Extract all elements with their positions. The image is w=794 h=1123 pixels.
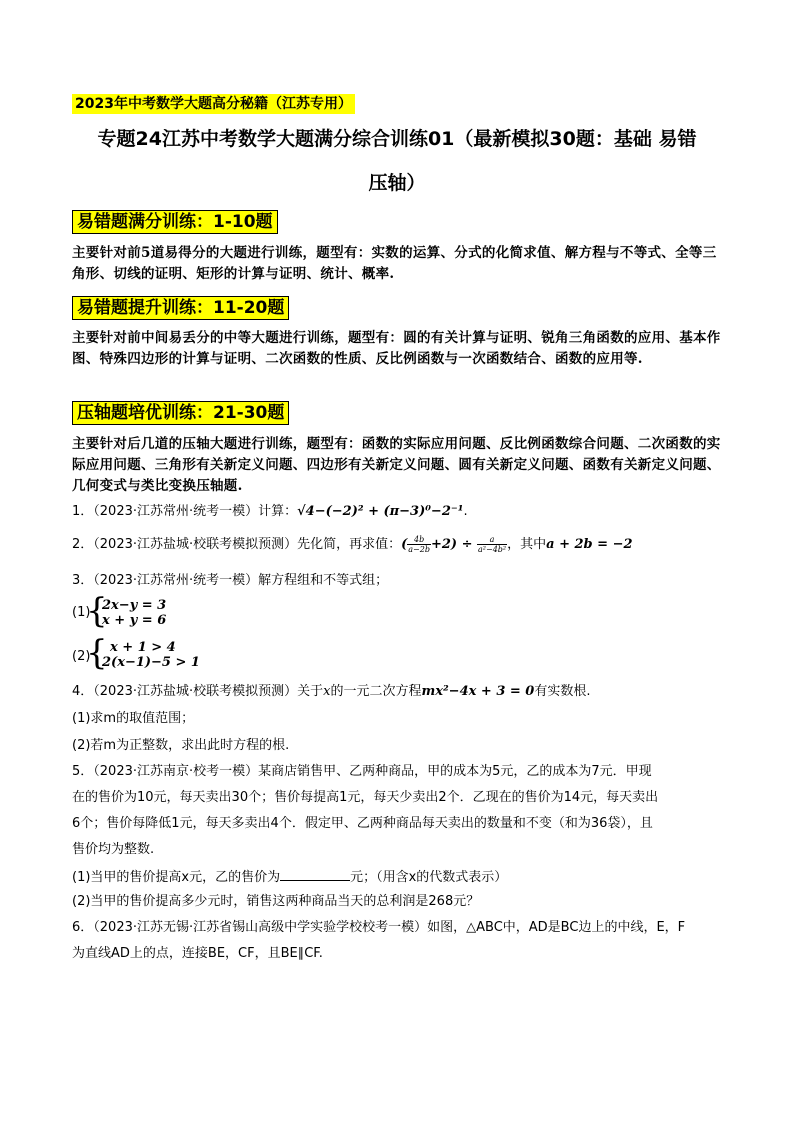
- question-5-part-1: (1)当甲的售价提高x元，乙的售价为 元；（用含x的代数式表示）: [72, 866, 732, 888]
- answer-blank[interactable]: [280, 866, 350, 881]
- question-4-part-2: (2)若m为正整数，求出此时方程的根.: [72, 738, 290, 753]
- question-4-part-1: (1)求m的取值范围；: [72, 711, 195, 726]
- section-heading-1: 易错题满分训练：1-10题: [72, 210, 278, 234]
- section-heading-2: 易错题提升训练：11-20题: [72, 296, 289, 320]
- section-heading-3: 压轴题培优训练：21-30题: [72, 401, 289, 425]
- question-2-text: 2．（2023·江苏盐城·校联考模拟预测）先化简，再求值：: [72, 537, 402, 552]
- question-1: [72, 502, 732, 522]
- question-5-line-2: 在的售价为10元，每天卖出30个；售价每提高1元，每天少卖出2个．乙现在的售价为14元，每天卖出: [72, 790, 659, 805]
- question-1-expression: √4−(−2)² + (π−3)⁰−2⁻¹: [297, 504, 464, 519]
- question-1-end: .: [463, 504, 468, 519]
- fraction-1: $\frac{4b}{a-2b}$: [408, 535, 430, 554]
- section-description-2: 主要针对前中间易丢分的中等大题进行训练，题型有：圆的有关计算与证明、锐角三角函数的应用、基本作图、特殊四边形的计算与证明、二次函数的性质、反比例函数与一次函数结合、函数的应用等.: [72, 330, 721, 367]
- question-5-part-2: (2)当甲的售价提高多少元时，销售这两种商品当天的总利润是268元？: [72, 894, 480, 909]
- question-3: 3．（2023·江苏常州·统考一模）解方程组和不等式组；: [72, 573, 389, 588]
- question-6-line-2: 为直线AD上的点，连接BE，CF，且BE∥CF.: [72, 946, 323, 961]
- fraction-2: $\frac{a}{\text{a²−4b²}}$: [478, 535, 507, 554]
- question-2: 2．（2023·江苏盐城·校联考模拟预测）先化简，再求值：( $\frac{4b}{a-2b}$ +2) ÷ $\frac{a}{\text{a²−4b²}}$ ，其中a + 2b = −2: [72, 535, 633, 554]
- document-title: 专题24江苏中考数学大题满分综合训练01（最新模拟30题：基础 易错: [97, 128, 697, 150]
- question-5-line-1: 5．（2023·江苏南京·校考一模）某商店销售甲、乙两种商品，甲的成本为5元，乙的成本为7元．甲现: [72, 764, 652, 779]
- question-5-line-4: 售价均为整数.: [72, 842, 155, 857]
- document-title-continued: 压轴）: [368, 172, 426, 194]
- section-description-3: 主要针对后几道的压轴大题进行训练，题型有：函数的实际应用问题、反比例函数综合问题、二次函数的实际应用问题、三角形有关新定义问题、四边形有关新定义问题、圆有关新定义问题、函数有关新定义问题、几何变式与类比变换压轴题.: [72, 436, 721, 494]
- question-5-line-3: 6个；售价每降低1元，每天多卖出4个．假定甲、乙两种商品每天卖出的数量和不变（和为36袋），且: [72, 816, 653, 831]
- question-4: 4．（2023·江苏盐城·校联考模拟预测）关于x的一元二次方程mx²−4x + 3 = 0有实数根.: [72, 684, 591, 699]
- question-4-equation: mx²−4x + 3 = 0: [421, 684, 535, 699]
- question-2-condition: a + 2b = −2: [546, 537, 633, 552]
- document-page: 2023年中考数学大题高分秘籍（江苏专用） 专题24江苏中考数学大题满分综合训练01（最新模拟30题：基础 易错 压轴） 易错题满分训练：1-10题 主要针对前5道易得分的大题进行训练，题型有：实数的运算、分式的化简求值、解方程与不等式、全等三角形、切线的证明、矩形的计算与证明、统计、概率. 易错题提升训练：11-20题 主要针对前中间易丢分的中等大题进行训练，题型有：圆的有关计算与证明、锐角三角函数的应用、基本作图、特殊四边形的计算与证明、二次函数的性质、反比例函数与一次函数结合、函数的应用等. 压轴题培优训练：21-30题 主要针对后几道的压轴大题进行训练，题型有：函数的实际应用问题、反比例函数综合问题、二次函数的实际应用问题、三角形有关新定义问题、四边形有关新定义问题、圆有关新定义问题、函数有关新定义问题、几何变式与类比变换压轴题. 1．（2023·江苏常州·统考一模）计算：√4−(−2)² + (π−3)⁰−2⁻¹. 2．（2023·江苏盐城·校联考模拟预测）先化简，再求值：( $\frac{4b}{a-2b}$ +2) ÷ $\frac{a}{\text{a²−4b²}}$ ，其中a + 2b = −2 3．（2023·江苏常州·统考一模）解方程组和不等式组； (1) { 2x−y = 3 x + y = 6 (2) { x + 1 > 4 2(x−1)−5 > 1 4．（2023·江苏盐城·校联考模拟预测）关于x的一元二次方程mx²−4x + 3 = 0有实数根. (1)求m的取值范围； (2)若m为正整数，求出此时方程的根. 5．（2023·江苏南京·校考一模）某商店销售甲、乙两种商品，甲的成本为5元，乙的成本为7元．甲现 在的售价为10元，每天卖出30个；售价每提高1元，每天少卖出2个．乙现在的售价为14元，每天卖出 6个；售价每降低1元，每天多卖出4个．假定甲、乙两种商品每天卖出的数量和不变（和为36袋），且 售价均为整数. (1)当甲的售价提高x元，乙的售价为 元；（用含x的代数式表示） (2)当甲的售价提高多少元时，销售这两种商品当天的总利润是268元？ 6．（2023·江苏无锡·江苏省锡山高级中学实验学校校考一模）如图，△ABC中，AD是BC边上的中线，E，F 为直线AD上的点，连接BE，CF，且BE∥CF.: [0, 0, 794, 1123]
- section-description-1: 主要针对前5道易得分的大题进行训练，题型有：实数的运算、分式的化简求值、解方程与不等式、全等三角形、切线的证明、矩形的计算与证明、统计、概率.: [72, 245, 717, 282]
- question-1-text: 1．（2023·江苏常州·统考一模）计算：: [72, 504, 298, 519]
- question-6-line-1: 6．（2023·江苏无锡·江苏省锡山高级中学实验学校校考一模）如图，△ABC中，AD是BC边上的中线，E，F: [72, 920, 686, 935]
- series-banner: 2023年中考数学大题高分秘籍（江苏专用）: [72, 94, 355, 114]
